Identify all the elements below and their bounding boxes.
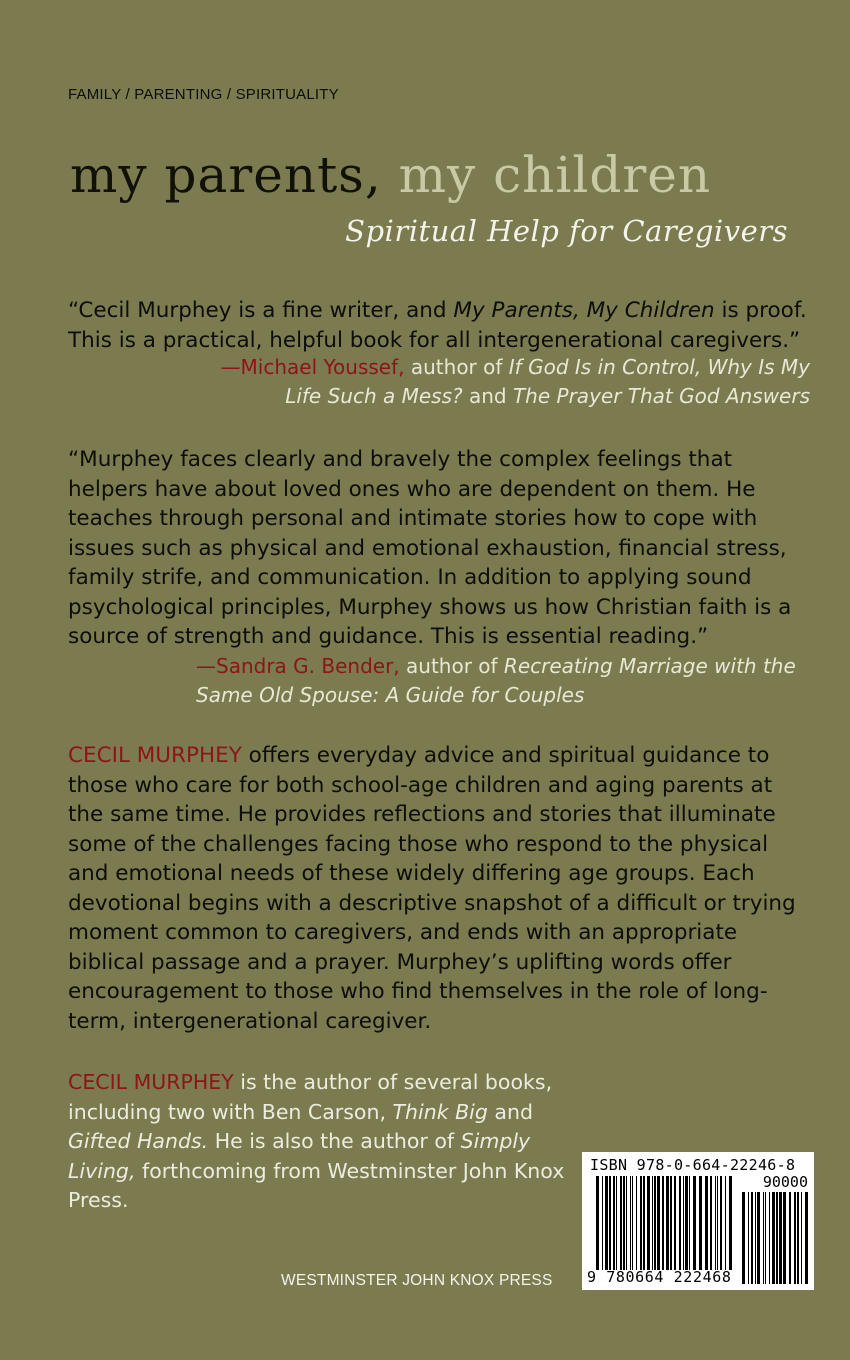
barcode-bar: [679, 1176, 681, 1270]
attribution-text: author of: [399, 654, 504, 678]
bio-book: Think Big: [392, 1099, 488, 1124]
barcode-bar: [715, 1176, 716, 1270]
barcode-bar: [666, 1176, 669, 1270]
barcode-bar: [797, 1192, 799, 1284]
barcode-bar: [801, 1192, 802, 1284]
book-description: [68, 741, 808, 1036]
barcode-bar: [742, 1192, 745, 1284]
barcode-bar: [757, 1192, 760, 1284]
barcode-bar: [725, 1176, 726, 1270]
barcode-bar: [789, 1192, 791, 1284]
barcode-bar: [654, 1176, 656, 1270]
barcode-bar: [769, 1192, 770, 1284]
barcode-bar: [772, 1192, 775, 1284]
barcode-bar: [751, 1192, 753, 1284]
publisher-name: WESTMINSTER JOHN KNOX PRESS: [281, 1272, 553, 1289]
barcode-bar: [596, 1176, 599, 1270]
barcode-bar: [623, 1176, 625, 1270]
title-part-2: my children: [398, 146, 712, 204]
price-code: 90000: [762, 1173, 808, 1191]
book-subtitle: Spiritual Help for Caregivers: [345, 214, 788, 248]
barcode-bar: [794, 1192, 796, 1284]
barcode-bar: [710, 1176, 712, 1270]
barcode-bar: [643, 1176, 645, 1270]
barcode-bar: [763, 1192, 764, 1284]
barcode-bar: [755, 1192, 756, 1284]
description-text: offers everyday advice and spiritual guidance to those who care for both school-age children and aging parents at the same time. He provides reflections and stories that illuminate some of the challenges facing those who respond to the physical and emotional needs of these widely differing age groups. Each devotional begins with a descriptive snapshot of a difficult or trying moment common to caregivers, and ends with an appropriate biblical passage and a prayer. Murphey’s uplifting words offer encouragement to those who find themselves in the role of long-term, intergenerational caregiver.: [68, 743, 796, 1034]
barcode-bar: [765, 1192, 766, 1284]
endorsement-attribution-1: [200, 353, 810, 411]
barcode-bar: [699, 1176, 702, 1270]
bio-text: forthcoming from Westminster John Knox Press.: [68, 1158, 565, 1212]
barcode-bar: [783, 1192, 786, 1284]
attribution-text: author of: [404, 355, 509, 379]
quote-text: “Cecil Murphey is a fine writer, and: [68, 298, 454, 323]
barcode-bar: [748, 1192, 749, 1284]
barcode-bar: [705, 1176, 708, 1270]
barcode-bar: [720, 1176, 722, 1270]
barcode-bar: [685, 1176, 688, 1270]
barcode-bar: [626, 1176, 627, 1270]
barcode-bar: [613, 1176, 615, 1270]
quote-book-title: My Parents, My Children: [453, 298, 715, 323]
isbn-number: ISBN 978-0-664-22246-8: [590, 1156, 796, 1174]
book-title: [70, 146, 830, 204]
barcode-bar: [632, 1176, 633, 1270]
barcode-bar: [602, 1176, 603, 1270]
bio-book: Gifted Hands.: [68, 1129, 209, 1153]
bio-text: is the author of several books, including two with Ben Carson,: [68, 1070, 553, 1124]
barcode-bar: [805, 1192, 808, 1284]
barcode-bar: [683, 1176, 684, 1270]
endorser-book: Recreating Marriage with the Same Old Spouse: A Guide for Couples: [196, 654, 796, 707]
barcode-bar: [640, 1176, 642, 1270]
barcode-bar: [779, 1192, 782, 1284]
barcode-bar: [605, 1176, 608, 1270]
barcode-bar: [652, 1176, 653, 1270]
endorsement-quote-2: “Murphey faces clearly and bravely the complex feelings that helpers have about loved ones who are dependent on them. He teaches through personal and intimate stories how to cope with issues such as physical and emotional exhaustion, financial stress, family strife, and communication. In addition to applying sound psychological principles, Murphey shows us how Christian faith is a source of strength and guidance. This is essential reading.”: [68, 447, 792, 649]
barcode-bar: [670, 1176, 672, 1270]
author-name: CECIL MURPHEY: [68, 1070, 234, 1094]
barcode-bar: [717, 1176, 718, 1270]
barcode-bar: [630, 1176, 631, 1270]
endorsement-attribution-2: [196, 652, 810, 710]
barcode-bar: [616, 1176, 617, 1270]
barcode-bar: [662, 1176, 664, 1270]
author-bio: [68, 1068, 568, 1216]
barcode-bar: [647, 1176, 650, 1270]
quote-text: is proof. This is a practical, helpful book for all intergenerational caregivers.”: [68, 298, 807, 353]
endorsement-quote-1: [68, 296, 808, 355]
category-label: FAMILY / PARENTING / SPIRITUALITY: [68, 86, 339, 103]
barcode-bar: [689, 1176, 690, 1270]
barcode-bar: [693, 1176, 696, 1270]
barcode-bar: [620, 1176, 622, 1270]
bio-text: and: [487, 1099, 533, 1124]
endorser-name: —Michael Youssef,: [220, 355, 405, 379]
bio-text: He is also the author of: [208, 1129, 461, 1153]
barcode-bar: [776, 1192, 778, 1284]
barcode-bar: [729, 1176, 732, 1270]
barcode-bar: [674, 1176, 676, 1270]
ean-number: 9 780664 222468: [587, 1268, 732, 1286]
endorser-book: If God Is in Control, Why Is My Life Such a Mess?: [285, 355, 810, 408]
author-name: CECIL MURPHEY: [68, 743, 242, 768]
bio-book: Simply Living,: [68, 1129, 531, 1183]
isbn-barcode: [582, 1152, 814, 1290]
barcode-bar: [636, 1176, 637, 1270]
title-part-1: my parents,: [70, 146, 382, 204]
barcode-bar: [657, 1176, 660, 1270]
endorser-book: The Prayer That God Answers: [512, 384, 810, 408]
barcode-bar: [609, 1176, 611, 1270]
attribution-text: and: [462, 384, 513, 408]
endorser-name: —Sandra G. Bender,: [196, 654, 400, 678]
